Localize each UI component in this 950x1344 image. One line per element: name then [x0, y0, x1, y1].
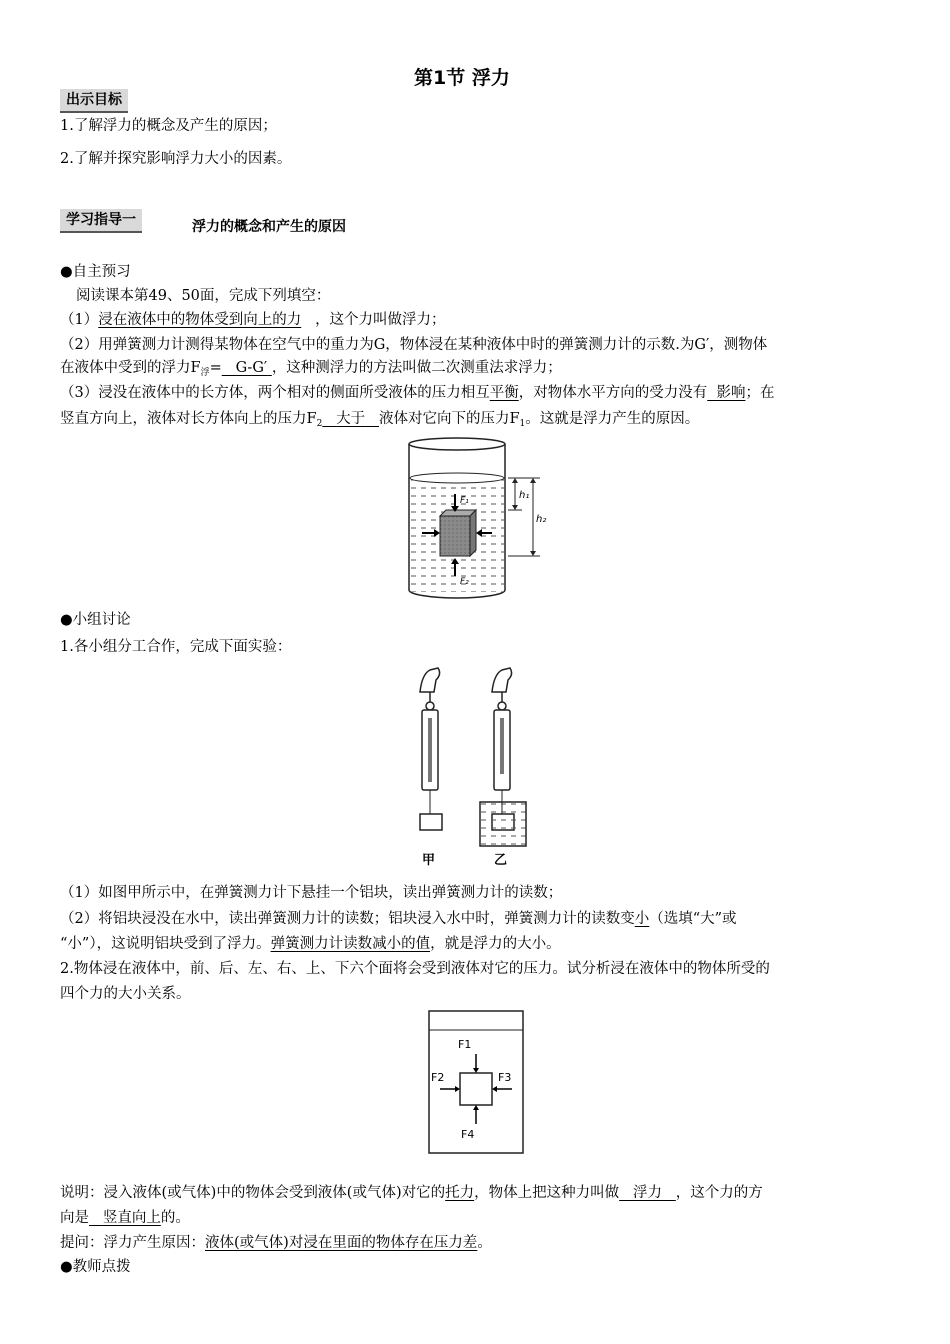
figure-label-yi: 乙: [494, 853, 508, 868]
depth-label-h2: h₂: [536, 514, 547, 525]
goal-item-2: 2.了解并探究影响浮力大小的因素。: [60, 151, 292, 167]
answer-blank: 浸在液体中的物体受到向上的力: [98, 312, 302, 328]
question-1: （1）浸在液体中的物体受到向上的力 ，这个力叫做浮力；: [60, 312, 446, 328]
answer-blank: G-G′: [235, 360, 268, 376]
teacher-guide-heading: ●教师点拨: [60, 1259, 131, 1275]
discussion-item-2-line-1: 2.物体浸在液体中，前、后、左、右、上、下六个面将会受到液体对它的压力。试分析浸在液体中的物体所受的: [60, 961, 770, 977]
section-tag-goal: 出示目标: [60, 89, 128, 113]
depth-label-h1: h₁: [519, 490, 530, 501]
answer-blank: 竖直向上: [102, 1210, 161, 1226]
spring-scale-figure: [400, 664, 550, 874]
discussion-p1: （1）如图甲所示中，在弹簧测力计下悬挂一个铝块，读出弹簧测力计的读数；: [60, 885, 563, 901]
spring-scale-b: [480, 668, 526, 846]
explanation-line-1: 说明：浸入液体(或气体)中的物体会受到液体(或气体)对它的托力，物体上把这种力叫做 浮力 ，这个力的方: [60, 1185, 763, 1201]
answer-blank: 小: [634, 911, 650, 927]
force-label-f2: F2: [431, 1071, 445, 1084]
answer-blank: 弹簧测力计读数减小的值: [270, 936, 431, 952]
force-label-f1: F1: [458, 1038, 472, 1051]
question-2-line-1: （2）用弹簧测力计测得某物体在空气中的重力为G，物体浸在某种液体中时的弹簧测力计的示数.为G′，测物体: [60, 337, 768, 353]
spring-scale-a: [420, 668, 442, 830]
answer-blank: 浮力: [632, 1185, 662, 1201]
discussion-item-2-line-2: 四个力的大小关系。: [60, 986, 191, 1002]
section-tag-guide: 学习指导一: [60, 209, 142, 233]
goal-item-1: 1.了解浮力的概念及产生的原因；: [60, 118, 277, 134]
guide-heading: 浮力的概念和产生的原因: [192, 219, 346, 235]
discussion-heading: ●小组讨论: [60, 612, 131, 628]
answer-blank: 液体(或气体)对浸在里面的物体存在压力差: [205, 1235, 478, 1251]
page-title: 第1节 浮力: [414, 67, 510, 89]
answer-blank: 影响: [716, 385, 746, 401]
discussion-p2-line-2: “小”），这说明铝块受到了浮力。弹簧测力计读数减小的值，就是浮力的大小。: [60, 936, 561, 952]
force-label-f4: F4: [461, 1128, 475, 1141]
self-study-heading: ●自主预习: [60, 264, 131, 280]
buoyancy-cylinder-figure: [400, 436, 550, 606]
force-label-f3: F3: [498, 1071, 512, 1084]
discussion-item-1: 1.各小组分工合作，完成下面实验：: [60, 639, 292, 655]
four-forces-figure: [428, 1010, 524, 1155]
question-reason: 提问：浮力产生原因：液体(或气体)对浸在里面的物体存在压力差。: [60, 1235, 492, 1251]
answer-blank: 托力: [445, 1185, 475, 1201]
force-label-f2: F₂: [460, 577, 469, 587]
explanation-line-2: 向是 竖直向上的。: [60, 1210, 190, 1226]
self-study-intro: 阅读课本第49、50面，完成下列填空：: [76, 288, 331, 304]
force-label-f1: F₁: [460, 496, 469, 506]
answer-blank: 大于: [336, 411, 366, 427]
discussion-p2-line-1: （2）将铝块浸没在水中，读出弹簧测力计的读数；铝块浸入水中时，弹簧测力计的读数变小（选填“大”或: [60, 911, 737, 927]
question-3-line-2: 竖直方向上，液体对长方体向上的压力$F_2$ 大于 液体对它向下的压力$F_1$。这就是浮力产生的原因。: [60, 411, 700, 429]
question-3-line-1: （3）浸没在液体中的长方体，两个相对的侧面所受液体的压力相互平衡，对物体水平方向的受力没有 影响；在: [60, 385, 775, 401]
figure-label-jia: 甲: [422, 853, 436, 868]
answer-blank: 平衡: [489, 385, 519, 401]
question-2-line-2: 在液体中受到的浮力$F_浮=$ G-G′ ，这种测浮力的方法叫做二次测重法求浮力；: [60, 360, 562, 378]
